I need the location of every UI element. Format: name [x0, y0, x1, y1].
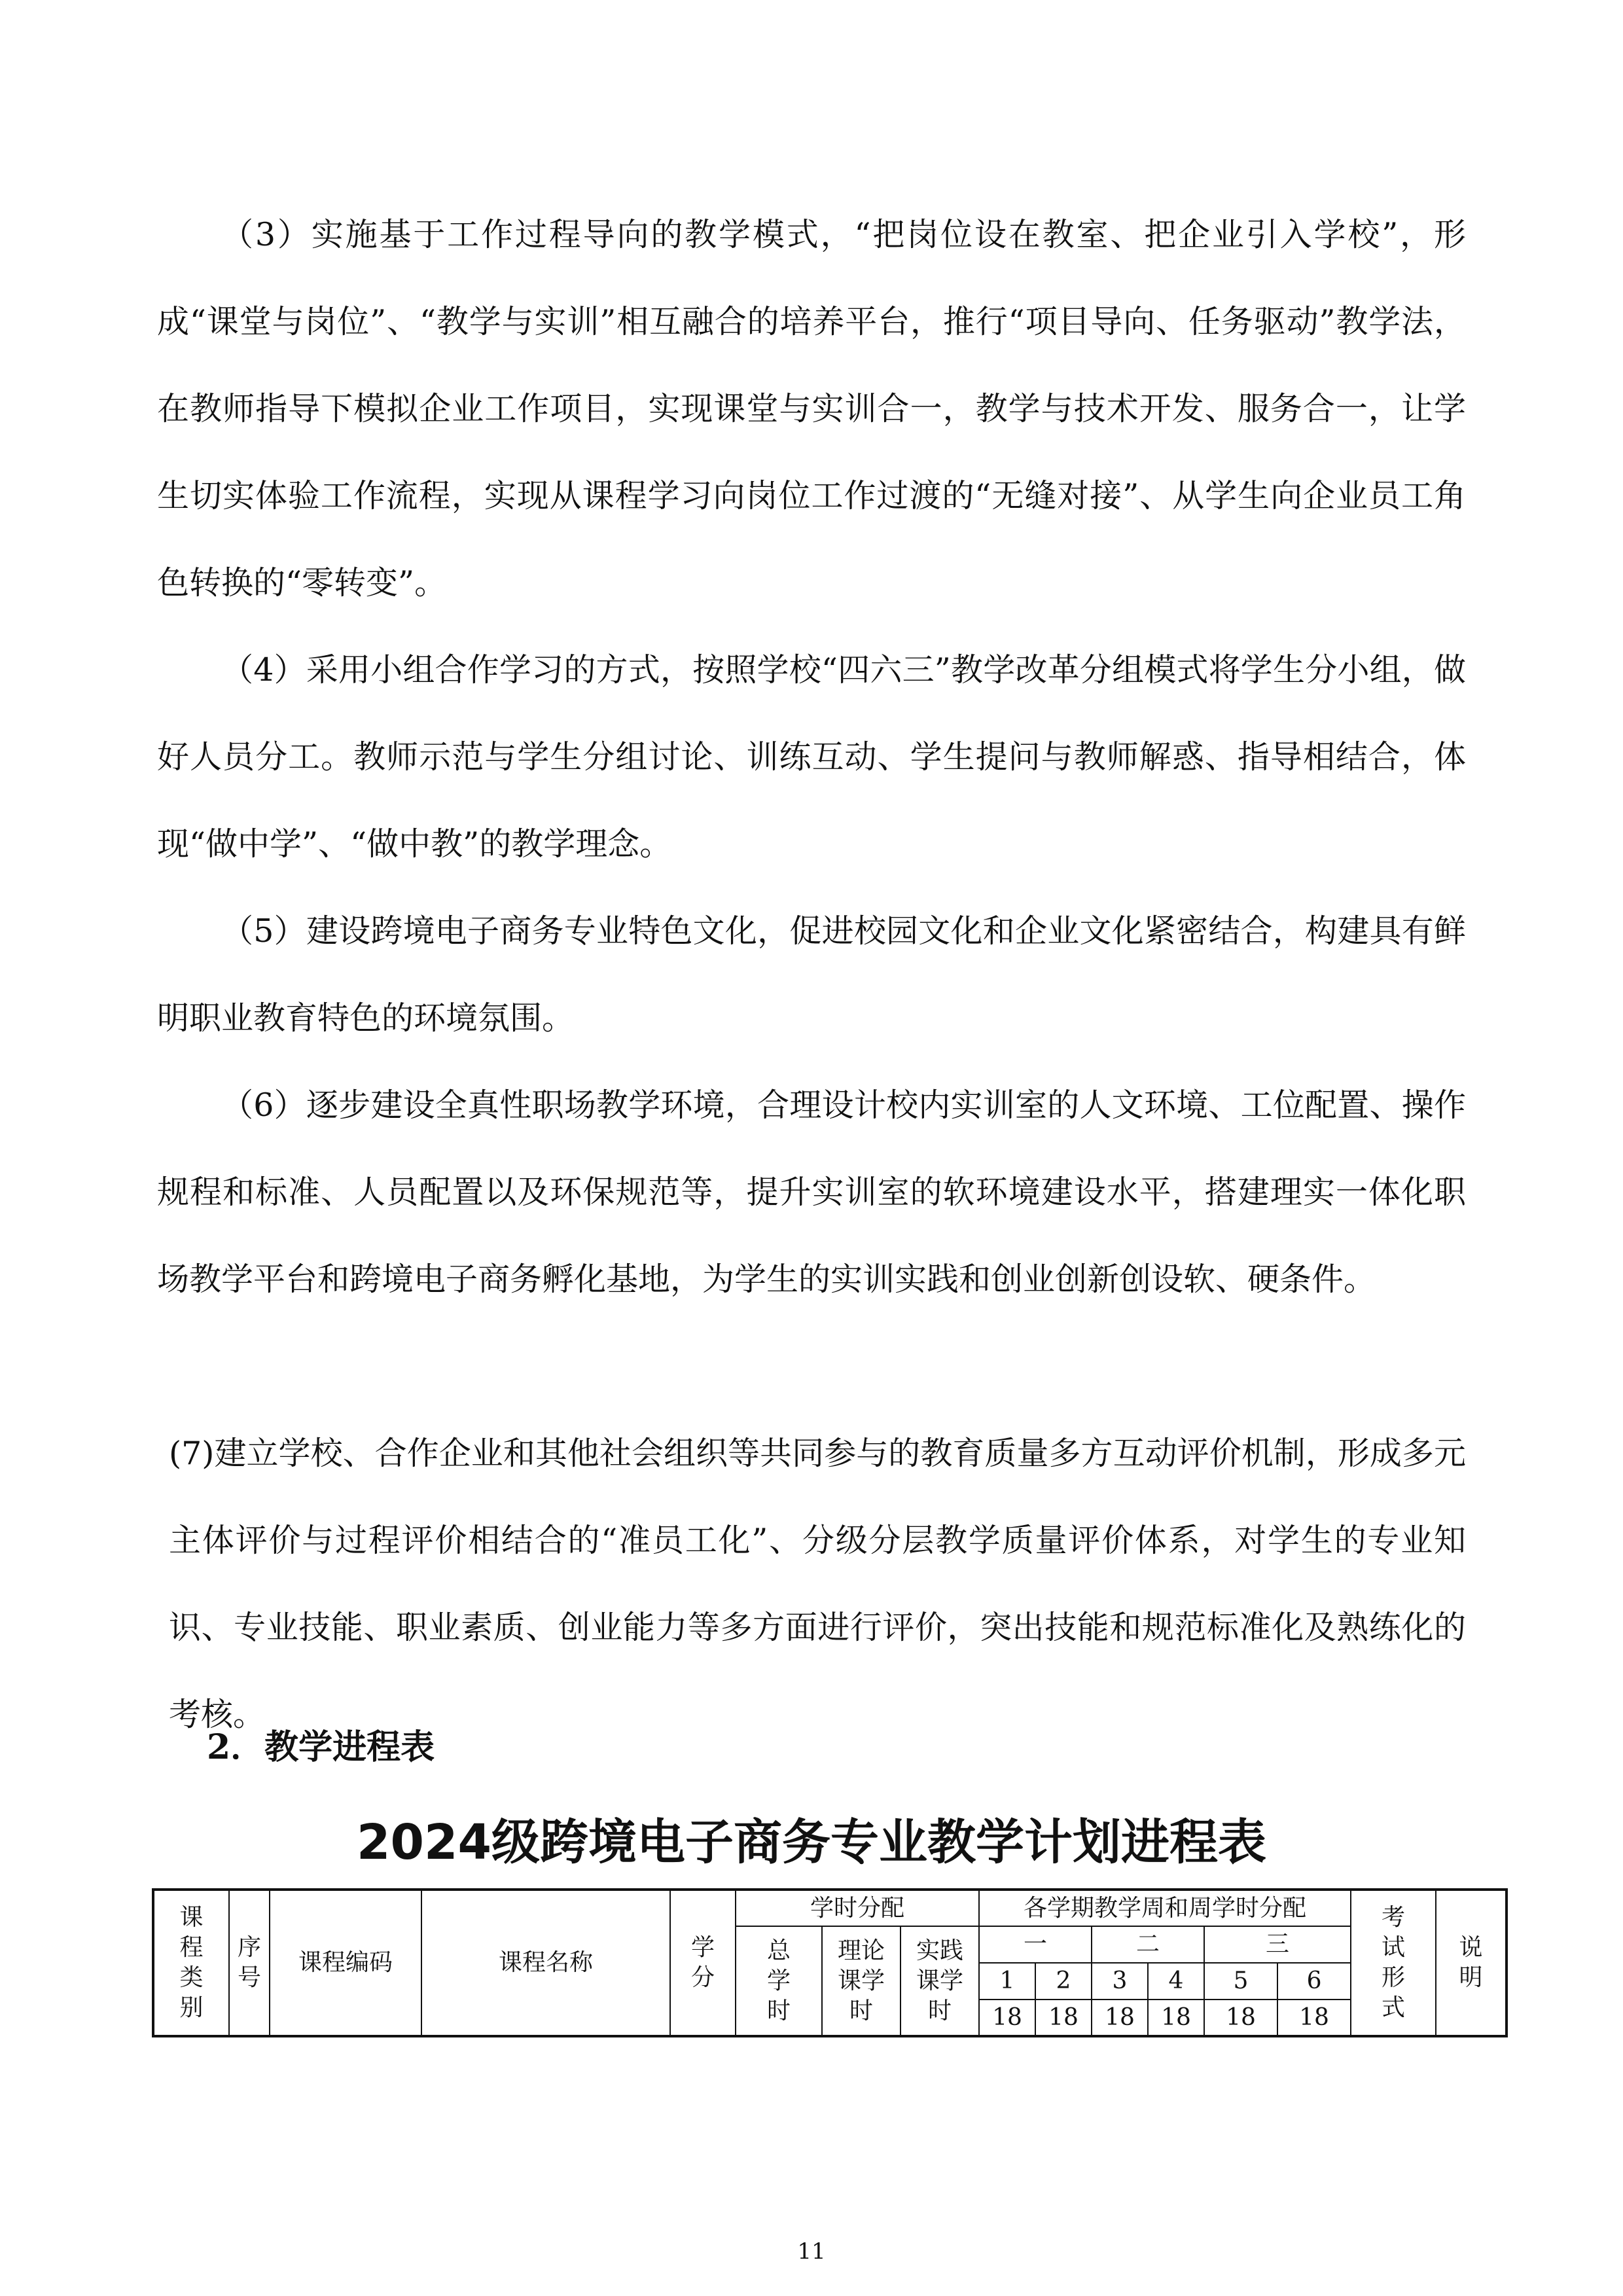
teaching-plan-table: [152, 1888, 1508, 2037]
header-semester-5: 5: [1204, 1963, 1277, 2000]
header-weeks-1: 18: [979, 2000, 1035, 2036]
header-practice-hours: 实践 课学 时: [901, 1926, 979, 2036]
header-weeks-4: 18: [1148, 2000, 1204, 2036]
header-year-2: 二: [1092, 1926, 1204, 1963]
header-notes: 说 明: [1436, 1890, 1507, 2036]
header-seq: 序 号: [229, 1890, 270, 2036]
paragraph-4: （4）采用小组合作学习的方式，按照学校“四六三”教学改革分组模式将学生分小组，做好人员分工。教师示范与学生分组讨论、训练互动、学生提问与教师解惑、指导相结合，体现“做中学”、“做中教”的教学理念。: [157, 651, 1466, 863]
paragraph-6: （6）逐步建设全真性职场教学环境，合理设计校内实训室的人文环境、工位配置、操作规程和标准、人员配置以及环保规范等，提升实训室的软环境建设水平，搭建理实一体化职场教学平台和跨境电子商务孵化基地，为学生的实训实践和创业创新创设软、硬条件。: [157, 1086, 1466, 1298]
header-semester-4: 4: [1148, 1963, 1204, 2000]
header-total-hours: 总 学 时: [736, 1926, 822, 2036]
header-weeks-5: 18: [1204, 2000, 1277, 2036]
paragraph-7: (7)建立学校、合作企业和其他社会组织等共同参与的教育质量多方互动评价机制，形成多元主体评价与过程评价相结合的“准员工化”、分级分层教学质量评价体系，对学生的专业知识、专业技能、职业素质、创业能力等多方面进行评价，突出技能和规范标准化及熟练化的考核。: [169, 1435, 1466, 1733]
page-number: 11: [797, 2238, 826, 2265]
paragraph-3: （3）实施基于工作过程导向的教学模式，“把岗位设在教室、把企业引入学校”，形成“课堂与岗位”、“教学与实训”相互融合的培养平台，推行“项目导向、任务驱动”教学法，在教师指导下模拟企业工作项目，实现课堂与实训合一，教学与技术开发、服务合一，让学生切实体验工作流程，实现从课程学习向岗位工作过渡的“无缝对接”、从学生向企业员工角色转换的“零转变”。: [157, 216, 1466, 601]
header-exam-form: 考 试 形 式: [1351, 1890, 1436, 2036]
header-semester-group: 各学期教学周和周学时分配: [979, 1890, 1351, 1926]
header-semester-6: 6: [1277, 1963, 1351, 2000]
header-year-3: 三: [1204, 1926, 1351, 1963]
paragraph-5: （5）建设跨境电子商务专业特色文化，促进校园文化和企业文化紧密结合，构建具有鲜明职业教育特色的环境氛围。: [157, 912, 1466, 1037]
header-course-type: 课 程 类 别: [153, 1890, 229, 2036]
header-weeks-6: 18: [1277, 2000, 1351, 2036]
section-heading: 2．教学进程表: [207, 1727, 435, 1767]
table-title: 2024级跨境电子商务专业教学计划进程表: [357, 1814, 1266, 1871]
header-course-name: 课程名称: [421, 1890, 670, 2036]
header-hours-group: 学时分配: [736, 1890, 979, 1926]
header-credits: 学 分: [670, 1890, 736, 2036]
header-semester-1: 1: [979, 1963, 1035, 2000]
header-year-1: 一: [979, 1926, 1092, 1963]
header-weeks-3: 18: [1092, 2000, 1148, 2036]
header-weeks-2: 18: [1035, 2000, 1092, 2036]
header-course-code: 课程编码: [270, 1890, 421, 2036]
header-semester-3: 3: [1092, 1963, 1148, 2000]
header-theory-hours: 理论 课学 时: [822, 1926, 901, 2036]
header-semester-2: 2: [1035, 1963, 1092, 2000]
